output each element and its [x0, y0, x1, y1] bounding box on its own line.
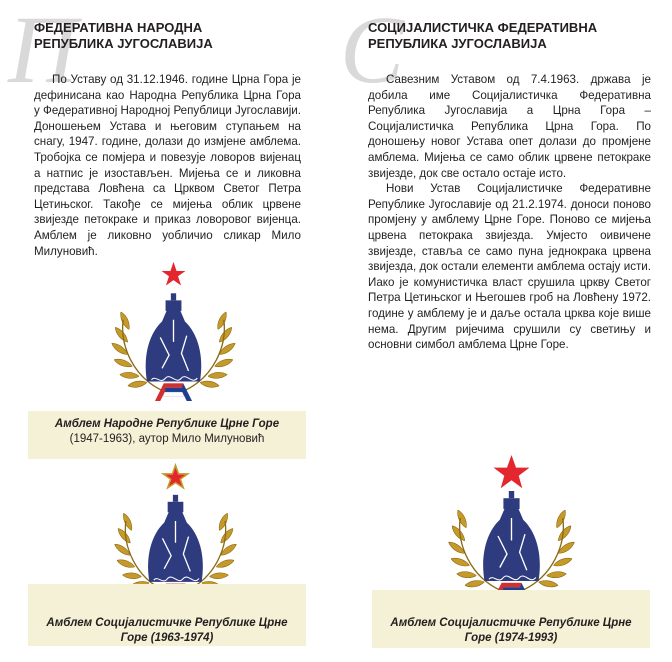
emblem-1947-image [106, 258, 241, 408]
star-icon [494, 455, 530, 488]
caption-line: Горе (1963-1974) [120, 632, 214, 644]
dropcap-left: П [8, 0, 78, 103]
heading-line: РЕПУБЛИКА ЈУГОСЛАВИЈА [368, 36, 547, 51]
paragraph: Савезним Уставом од 7.4.1963. државa је добила име Социјалистичка Федеративна Република Југославија а Црна Гора – Социјалистичка Република Црна Гора. По доношењу новог Устава опет долази до промјене амблема. Мијења се само облик црвене петокраке звијезде, док све остало остаје исто. [368, 73, 651, 180]
paragraph: По Уставу од 31.12.1946. године Црна Гора је дефинисана као Народна Република Црна Гора у Федеративној Народној Републици Југославији. Доношењем Устава и његовим ступањем на снагу, 1947. године, долази до измјене амблема. Тробојка се помјера и повезује ловоров вијенац а натпис је изостављен. Мијења се и ликовна представа Ловћена са Црквом Светог Петра Цетињског. Такође се мијења облик црвене звијезде петокраке и приказ ловоровог вијенца. Амблем је ликовно уобличио сликар Мило Милуновић. [34, 73, 301, 258]
caption-emblem-1974 [372, 590, 650, 648]
body-text-right [368, 72, 651, 353]
body-text-left [34, 72, 301, 259]
caption-title: Амблем Народне Републике Црне Горе [54, 418, 280, 430]
emblem-1974-image [444, 454, 579, 609]
caption-line: Амблем Социјалистичке Републике Црне [46, 617, 288, 629]
caption-emblem-1947 [28, 411, 306, 459]
caption-line: Амблем Социјалистичке Републике Црне [390, 617, 632, 629]
caption-subtitle: (1947-1963), аутор Мило Милуновић [69, 433, 265, 445]
caption-line: Горе (1974-1993) [464, 632, 558, 644]
heading-line: ФЕДЕРАТИВНА НАРОДНА [34, 20, 203, 35]
star-icon [159, 260, 187, 287]
caption-emblem-1963 [28, 584, 306, 646]
heading-line: РЕПУБЛИКА ЈУГОСЛАВИЈА [34, 36, 213, 51]
section-heading-right [368, 20, 658, 52]
star-icon [163, 465, 187, 488]
dropcap-right: С [340, 0, 405, 103]
heading-line: СОЦИЈАЛИСТИЧКА ФЕДЕРАТИВНА [368, 20, 598, 35]
paragraph: Нови Устав Социјалистичке Федеративне Републике Југославије од 21.2.1974. доноси поново промјену у амблему Црне Горе. Поново се мијења црвена петокрака звијезда. Умјесто оивичене звијезде, ставља се само пуна једнокрака црвена звијезда, док остали елементи амблема остају исти. Иако је комунистичка власт срушила цркву Светог Петра Цетињског и Његошев гроб на Ловћену 1972. године у амблему је и даље остала црква које више нема. Другим ријечима срушили су светињу и основни симбол амблема Црне Горе. [368, 182, 651, 352]
section-heading-left [34, 20, 314, 52]
